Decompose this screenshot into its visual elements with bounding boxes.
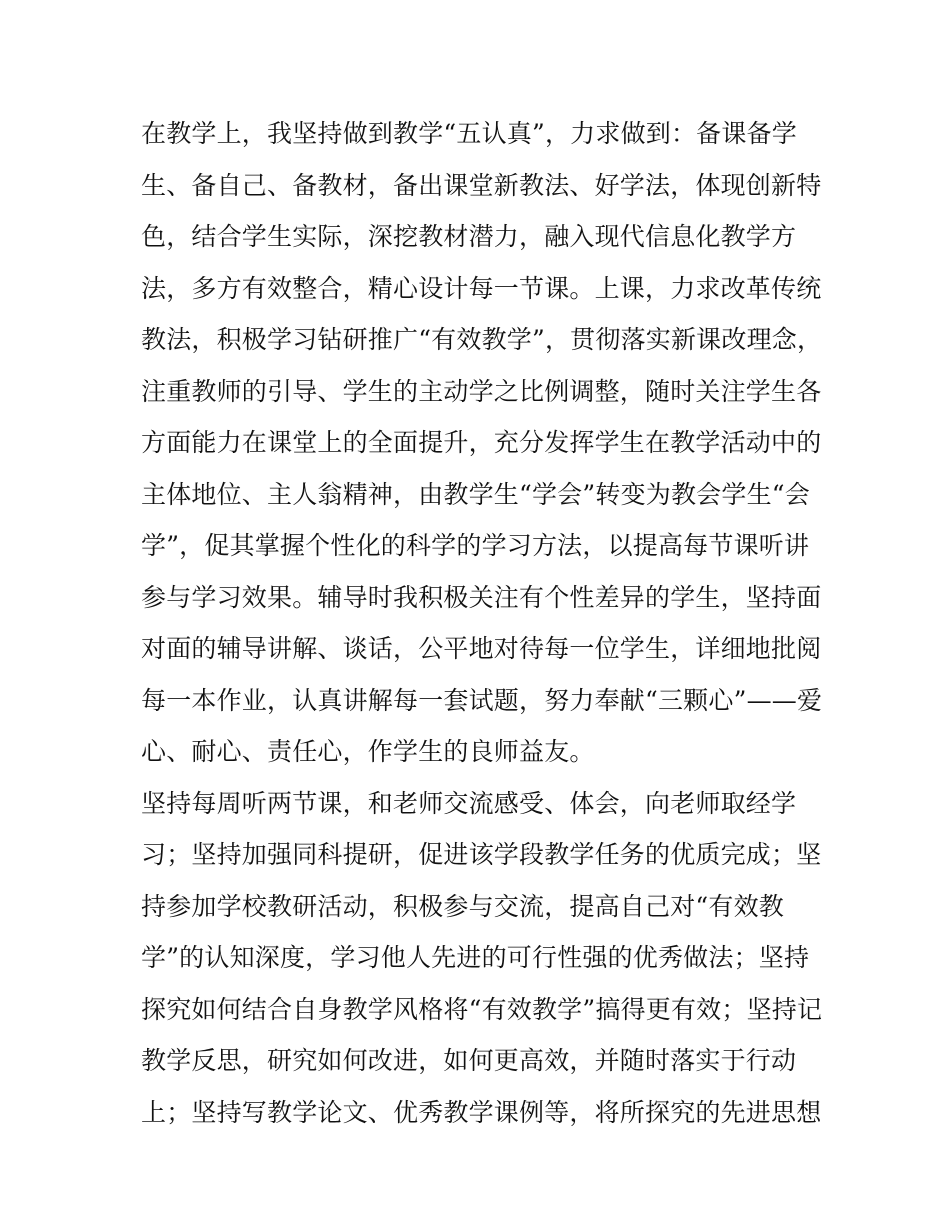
text-line: 主体地位、主人翁精神，由教学生“学会”转变为教会学生“会 [141,479,810,509]
text-line: 探究如何结合自身教学风格将“有效教学”搞得更有效；坚持记 [141,994,823,1024]
paragraph-2 [141,778,821,1139]
text-line: 注重教师的引导、学生的主动学之比例调整，随时关注学生各 [141,376,822,406]
text-line: 教学反思，研究如何改进，如何更高效，并随时落实于行动 [141,1046,797,1075]
text-line: 学”的认知深度，学习他人先进的可行性强的优秀做法；坚持 [141,943,810,972]
text-line: 对面的辅导讲解、谈话，公平地对待每一位学生，详细地批阅 [141,634,822,663]
paragraph-1 [141,108,821,778]
text-line: 生、备自己、备教材，备出课堂新教法、好学法，体现创新特 [141,170,822,200]
text-line: 习；坚持加强同科提研，促进该学段教学任务的优质完成；坚 [141,840,822,869]
text-line: 法，多方有效整合，精心设计每一节课。上课，力求改革传统 [141,273,822,303]
text-line: 上；坚持写教学论文、优秀教学课例等，将所探究的先进思想 [141,1097,822,1127]
body-text [141,108,821,1138]
text-line: 心、耐心、责任心，作学生的良师益友。 [141,737,595,766]
text-line: 坚持每周听两节课，和老师交流感受、体会，向老师取经学 [141,788,797,818]
text-line: 每一本作业，认真讲解每一套试题，努力奉献“三颗心”——爱 [141,685,823,715]
text-line: 持参加学校教研活动，积极参与交流，提高自己对“有效教 [141,891,784,921]
text-line: 色，结合学生实际，深挖教材潜力，融入现代信息化教学方 [141,222,797,251]
text-line: 学”，促其掌握个性化的科学的学习方法，以提高每节课听讲 [141,531,810,560]
text-line: 方面能力在课堂上的全面提升，充分发挥学生在教学活动中的 [141,428,822,457]
text-line: 参与学习效果。辅导时我积极关注有个性差异的学生，坚持面 [141,582,822,612]
text-line: 教法，积极学习钻研推广“有效教学”，贯彻落实新课改理念， [141,325,823,354]
text-line: 在教学上，我坚持做到教学“五认真”，力求做到：备课备学 [141,119,797,148]
